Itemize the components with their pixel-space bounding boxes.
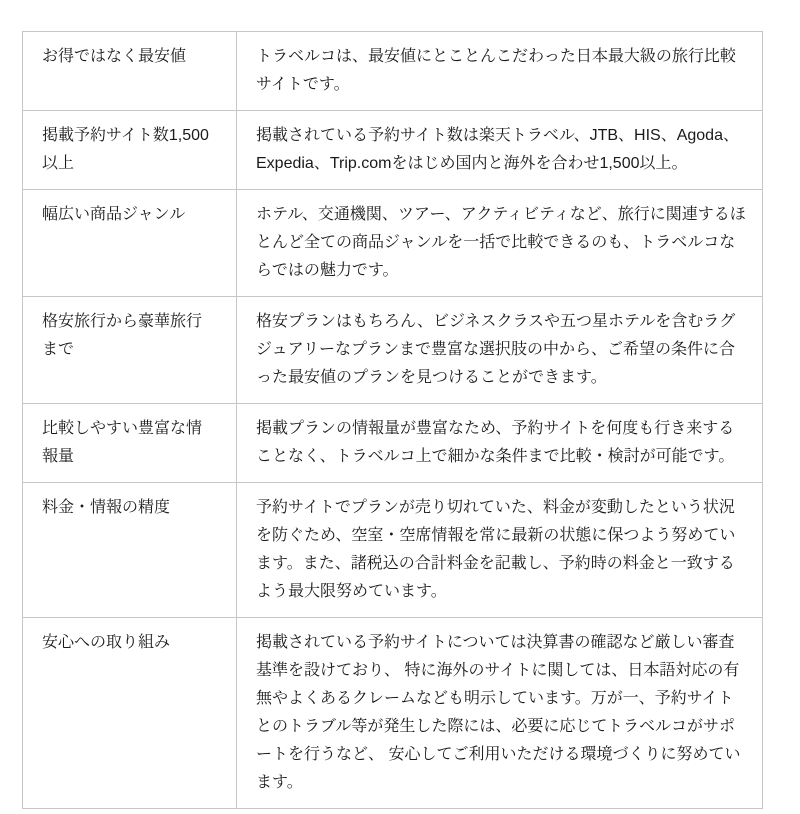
feature-name-cell: 比較しやすい豊富な情報量 (23, 404, 237, 483)
feature-description-cell: 予約サイトでプランが売り切れていた、料金が変動したという状況を防ぐため、空室・空席情報を常に最新の状態に保つよう努めています。また、諸税込の合計料金を記載し、予約時の料金と一致するよう最大限努めています。 (237, 483, 763, 618)
feature-description-cell: ホテル、交通機関、ツアー、アクティビティなど、旅行に関連するほとんど全ての商品ジャンルを一括で比較できるのも、トラベルコならではの魅力です。 (237, 190, 763, 297)
feature-name-cell: 掲載予約サイト数1,500以上 (23, 111, 237, 190)
table-row (23, 618, 763, 809)
feature-description-cell: 掲載されている予約サイトについては決算書の確認など厳しい審査基準を設けており、 特に海外のサイトに関しては、日本語対応の有無やよくあるクレームなども明示しています。万が一、予約サイトとのトラブル等が発生した際には、必要に応じてトラベルコがサポートを行うなど、 安心してご利用いただける環境づくりに努めています。 (237, 618, 763, 809)
feature-name-cell: 幅広い商品ジャンル (23, 190, 237, 297)
table-row (23, 297, 763, 404)
feature-name-cell: 格安旅行から豪華旅行まで (23, 297, 237, 404)
feature-name-cell: 料金・情報の精度 (23, 483, 237, 618)
feature-table-body (23, 32, 763, 809)
table-row (23, 32, 763, 111)
feature-name-cell: 安心への取り組み (23, 618, 237, 809)
feature-comparison-table (22, 31, 763, 809)
table-row (23, 483, 763, 618)
table-row (23, 404, 763, 483)
feature-description-cell: トラベルコは、最安値にとことんこだわった日本最大級の旅行比較サイトです。 (237, 32, 763, 111)
feature-description-cell: 掲載プランの情報量が豊富なため、予約サイトを何度も行き来することなく、トラベルコ上で細かな条件まで比較・検討が可能です。 (237, 404, 763, 483)
feature-name-cell: お得ではなく最安値 (23, 32, 237, 111)
feature-description-cell: 掲載されている予約サイト数は楽天トラベル、JTB、HIS、Agoda、Expedia、Trip.comをはじめ国内と海外を合わせ1,500以上。 (237, 111, 763, 190)
table-row (23, 190, 763, 297)
feature-description-cell: 格安プランはもちろん、ビジネスクラスや五つ星ホテルを含むラグジュアリーなプランまで豊富な選択肢の中から、ご希望の条件に合った最安値のプランを見つけることができます。 (237, 297, 763, 404)
table-row (23, 111, 763, 190)
